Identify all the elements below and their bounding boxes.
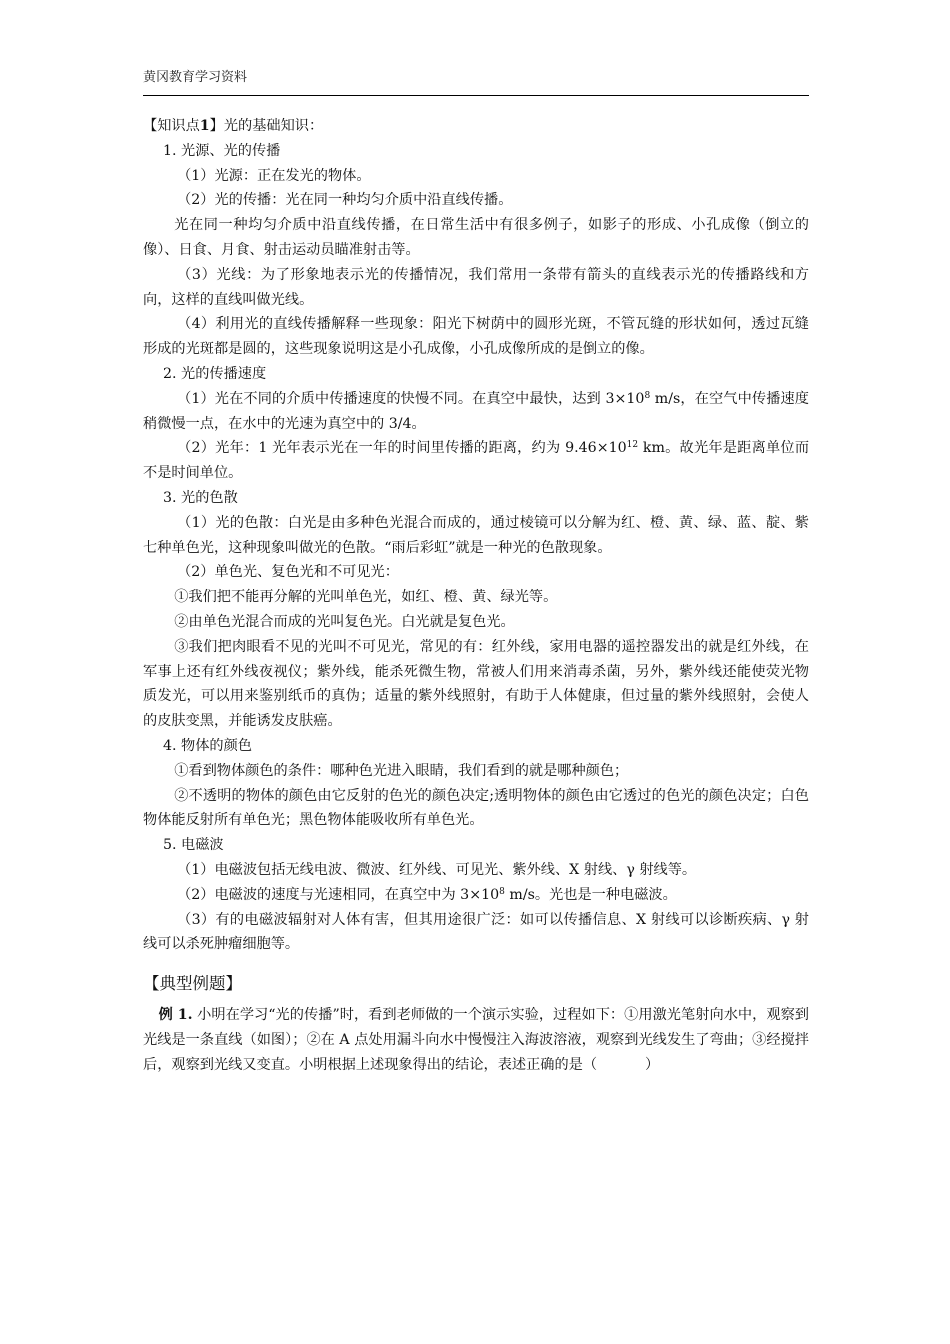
section-5-speed [143, 883, 809, 908]
section-2-light-year-exponent: 12 [626, 440, 639, 451]
knowledge-title-number: 1 [199, 118, 210, 134]
example-1 [143, 1003, 809, 1077]
section-2-speed-b: m/s，在空气中传播速度稍微慢一点，在水中的光速为真空中的 3/4。 [143, 390, 809, 432]
example-1-close: ） [645, 1056, 660, 1073]
section-4-condition: ①看到物体颜色的条件：哪种色光进入眼睛，我们看到的就是哪种颜色； [174, 762, 629, 779]
knowledge-title-open: 【知识点 [143, 118, 200, 134]
section-2-speed [143, 387, 809, 437]
knowledge-title [143, 114, 809, 139]
section-2-light-year [143, 436, 809, 486]
section-2-speed-a: （1）光在不同的介质中传播速度的快慢不同。在真空中最快，达到 3×10 [177, 390, 645, 407]
section-3-heading: 3. 光的色散 [163, 489, 238, 506]
example-1-label: 例 1. [158, 1007, 193, 1024]
header-divider [143, 95, 809, 96]
section-5-heading: 5. 电磁波 [163, 837, 224, 854]
section-5-speed-b: m/s。光也是一种电磁波。 [504, 886, 677, 903]
section-3-light-types: （2）单色光、复色光和不可见光： [177, 564, 399, 581]
knowledge-title-rest: 】光的基础知识： [209, 118, 324, 134]
section-2-heading: 2. 光的传播速度 [163, 365, 267, 382]
document-body [143, 114, 809, 1077]
section-2-speed-exponent: 8 [644, 390, 651, 401]
section-3-invisible: ③我们把肉眼看不见的光叫不可见光，常见的有：红外线，家用电器的遥控器发出的就是红外线，在军事上还有红外线夜视仪；紫外线，能杀死微生物，常被人们用来消毒杀菌，另外，紫外线还能使荧光物质发光，可以用来鉴别纸币的真伪；适量的紫外线照射，有助于人体健康，但过量的紫外线照射，会使人的皮肤变黑，并能诱发皮肤癌。 [143, 638, 809, 730]
examples-heading: 【典型例题】 [143, 974, 242, 994]
section-4-opaque: ②不透明的物体的颜色由它反射的色光的颜色决定;透明物体的颜色由它透过的色光的颜色决定；白色物体能反射所有单色光；黑色物体能吸收所有单色光。 [143, 787, 809, 829]
section-3-dispersion: （1）光的色散：白光是由多种色光混合而成的，通过棱镜可以分解为红、橙、黄、绿、蓝、靛、紫七种单色光，这种现象叫做光的色散。“雨后彩虹”就是一种光的色散现象。 [143, 514, 809, 556]
section-5-spectrum: （1）电磁波包括无线电波、微波、红外线、可见光、紫外线、X 射线、γ 射线等。 [177, 861, 697, 878]
section-1-heading: 1. 光源、光的传播 [163, 142, 281, 159]
section-1-examples: 光在同一种均匀介质中沿直线传播，在日常生活中有很多例子，如影子的形成、小孔成像（倒立的像）、日食、月食、射击运动员瞄准射击等。 [143, 217, 809, 258]
section-1-phenomena: （4）利用光的直线传播解释一些现象：阳光下树荫中的圆形光斑，不管瓦缝的形状如何，透过瓦缝形成的光斑都是圆的，这些现象说明这是小孔成像，小孔成像所成的是倒立的像。 [143, 316, 809, 358]
section-5-speed-exponent: 8 [499, 886, 505, 897]
section-3-polychromatic: ②由单色光混合而成的光叫复色光。白光就是复色光。 [174, 613, 515, 630]
section-1-light-source: （1）光源：正在发光的物体。 [177, 167, 371, 184]
section-1-propagation: （2）光的传播：光在同一种均匀介质中沿直线传播。 [177, 192, 513, 209]
page-header: 黄冈教育学习资料 [143, 70, 248, 85]
section-3-monochromatic: ①我们把不能再分解的光叫单色光，如红、橙、黄、绿光等。 [174, 589, 558, 606]
section-5-speed-a: （2）电磁波的速度与光速相同，在真空中为 3×10 [177, 886, 500, 903]
section-5-uses: （3）有的电磁波辐射对人体有害，但其用途很广泛：如可以传播信息、X 射线可以诊断疾病、γ 射线可以杀死肿瘤细胞等。 [143, 911, 809, 953]
section-4-heading: 4. 物体的颜色 [163, 737, 252, 754]
example-1-text: 小明在学习“光的传播”时，看到老师做的一个演示实验，过程如下：①用激光笔射向水中，观察到光线是一条直线（如图）；②在 A 点处用漏斗向水中慢慢注入海波溶液，观察到光线发生了弯曲；③经搅拌后，观察到光线又变直。小明根据上述现象得出的结论，表述正确的是（ [143, 1007, 809, 1073]
section-2-light-year-a: （2）光年：1 光年表示光在一年的时间里传播的距离，约为 9.46×10 [177, 440, 627, 457]
section-1-light-ray: （3）光线：为了形象地表示光的传播情况，我们常用一条带有箭头的直线表示光的传播路线和方向，这样的直线叫做光线。 [143, 266, 809, 308]
section-2-light-year-b: km。故光年是距离单位而不是时间单位。 [143, 440, 810, 482]
